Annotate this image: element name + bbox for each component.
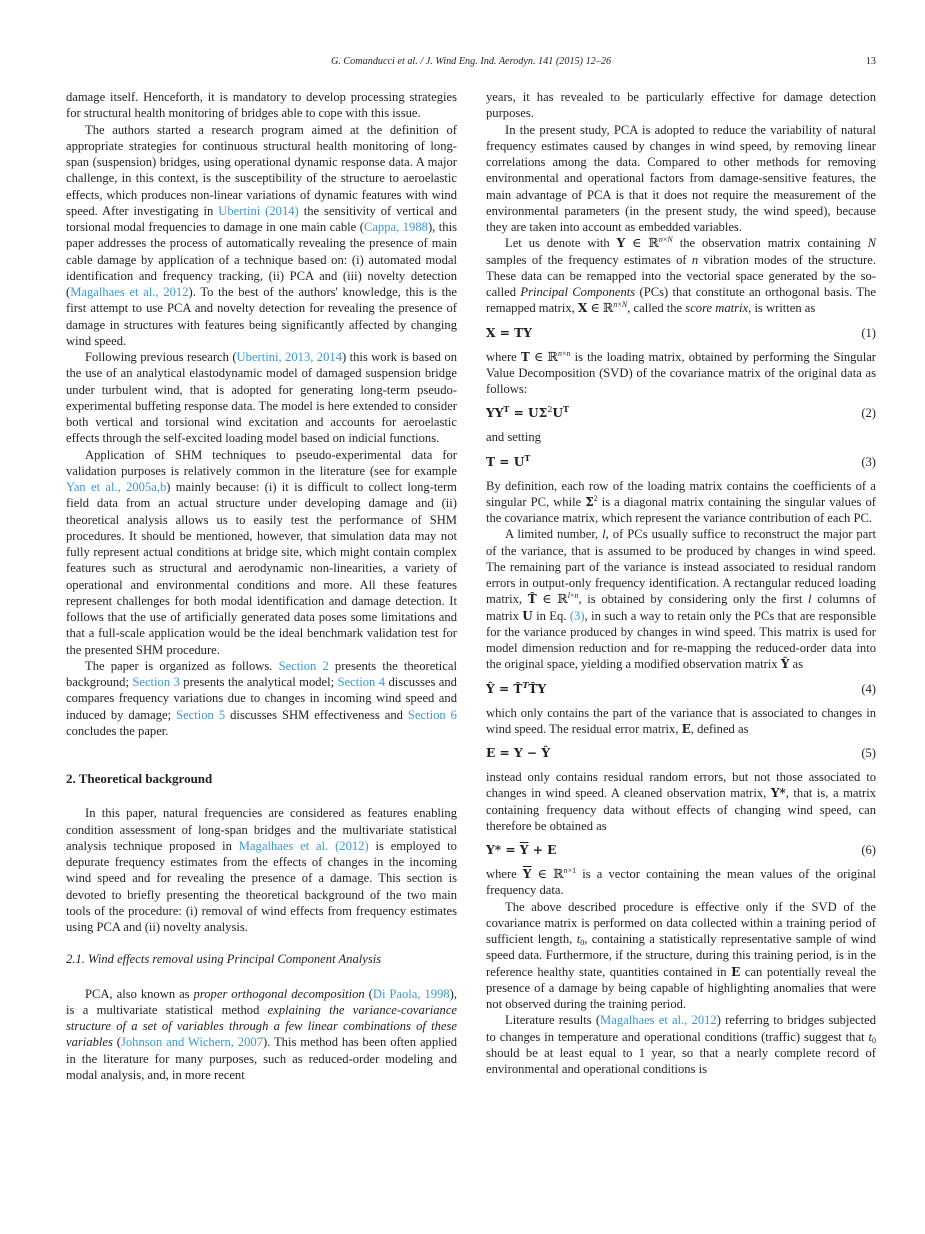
paragraph: Let us denote with Y ∈ ℝ$^{n\times N}$ the observation matrix containing N samples of the frequency estimates of n vibration modes of the structure. These data can be remapped into the vectorial space generated by the so-called Principal Components (PCs) that constitute an orthogonal basis. The remapped matrix, X ∈ ℝ$^{n\times N}$, called the score matrix, is written as [486, 235, 876, 316]
text: in Eq. [532, 608, 570, 623]
text: ), this paper addresses the process of automatically revealing the presence of main cable damage by application of a technique based on: (i) automated modal identification and frequency tracking, (ii) PCA and (iii) novelty detection ( [66, 220, 457, 299]
text: the sensitivity of vertical and torsional modal frequencies to damage in one main cable ( [66, 203, 457, 234]
text: is a diagonal matrix containing the singular values of the covariance matrix, which represent the variance contribution of each PC. [486, 494, 876, 525]
paragraph: which only contains the part of the variance that is associated to changes in wind speed. The residual error matrix, E, defined as [486, 705, 876, 736]
text: presents the analytical model; [179, 675, 338, 689]
citation-link[interactable]: Ubertini (2014) [218, 203, 299, 218]
text: , called the [627, 301, 686, 316]
page-number: 13 [865, 56, 876, 67]
paragraph [486, 866, 876, 899]
left-column [66, 89, 457, 1083]
text: ( [112, 1035, 121, 1050]
text: , is written as [748, 301, 816, 316]
paragraph [66, 805, 457, 935]
text: is employed to depurate frequency estimates from the effects of changes in the incoming wind speed and for revealing the presence of a damage. This section is devoted to briefly presenting the theoretical background of the two main tools of the procedure: (i) removal of wind effects from frequency estimates using PCA and (ii) novelty analysis. [66, 838, 457, 934]
equation-body: $T = U^T$ [486, 452, 531, 469]
text: presents the theoretical background; [66, 658, 457, 689]
text: ). To the best of the authors' knowledge, this is the first attempt to use PCA and novelty detection for revealing the presence of damage in structures with features being significantly affected by changing wind speed. [66, 285, 457, 348]
text: is the loading matrix, obtained by performing the Singular Value Decomposition (SVD) of the covariance matrix of the original data as follows: [486, 349, 876, 396]
text: ) this work is based on the use of an analytical elastodynamic model of damaged suspension bridge under turbulent wind, that is adopted for generating long-term pseudo-experimental buffeting response data. The model is here extended to consider both vertical and torsional wind excitation and accounts for aeroelastic effects through the self-excited loading model based on indicial functions. [66, 350, 457, 446]
equation-link[interactable]: (3) [569, 608, 585, 623]
paragraph: instead only contains residual random errors, but not those associated to changes in wind speed. A cleaned observation matrix, Y*, that is, a matrix containing frequency data without effects of changing wind speed, can therefore be obtained as [486, 770, 876, 833]
paragraph [66, 349, 457, 447]
equation-3 [486, 453, 876, 471]
equation-number: (2) [861, 406, 876, 421]
text: , in such a way to retain only the PCs that are responsible for the variance produced by changes in wind speed. This matrix is used for model dimension reduction and for re-mapping the reduced-order data into the original space, yielding a modified observation matrix [486, 608, 876, 672]
running-head [66, 56, 876, 70]
paragraph: A limited number, l, of PCs usually suffice to reconstruct the major part of the variance, that is assumed to be produced by changes in wind speed. The remaining part of the variance is instead associated to residual random errors in output-only frequency identification. A rectangular reduced loading matrix, T̂ ∈ ℝ$^{l\times n}$, is obtained by considering only the first l columns of matrix U in Eq. (3), in such a way to retain only the PCs that are responsible for the variance produced by changes in wind speed. This matrix is used for model dimension reduction and for re-mapping the reduced-order data into the original space, yielding a modified observation matrix Ŷ as [486, 527, 877, 672]
text: ), is a multivariate statistical method [66, 986, 458, 1017]
italic-text: proper orthogonal decomposition [193, 986, 365, 1001]
text: the observation matrix containing [672, 236, 868, 251]
citation-link[interactable]: Cappa, 1988 [363, 220, 428, 234]
paragraph [66, 89, 457, 122]
text: instead only contains residual random errors, but not those associated to changes in wind speed. A cleaned observation matrix, [486, 770, 876, 801]
equation-number: (1) [861, 325, 876, 340]
equation-number: (3) [861, 454, 876, 469]
paragraph [66, 447, 457, 658]
text: ( [364, 986, 373, 1001]
text: , of PCs usually suffice to reconstruct the major part of the variance, that is assumed to be produced by changes in wind speed. The remaining part of the variance is instead associated to residual random errors in output-only frequency identification. A rectangular reduced loading matrix, [486, 527, 877, 607]
text: In the present study, PCA is adopted to reduce the variability of natural frequency estimates caused by changes in wind speed, by removing linear correlations among the data. Compared to other methods for removing environmental and operational factors from damage-sensitive features, the main advantage of PCA is that it does not require the measurement of the environmental parameters (in the present study, the wind speed), because they are taken into account as embedded variables. [486, 122, 876, 234]
text: In this paper, natural frequencies are considered as features enabling condition assessment of long-span bridges and the multivariate statistical analysis technique proposed in [66, 806, 457, 853]
paragraph [486, 349, 876, 398]
text: which only contains the part of the variance that is associated to changes in wind speed. The residual error matrix, [486, 705, 876, 736]
equation-body: X = TY [486, 325, 532, 340]
text: can potentially reveal the presence of a damage by being capable of highlighting anomalies that were not observed during the training period. [486, 964, 877, 1011]
paragraph [66, 122, 457, 350]
italic-text: score matrix [685, 301, 749, 316]
citation-link[interactable]: Magalhaes et al. (2012) [238, 838, 369, 853]
text: A limited number, [505, 527, 603, 542]
text: columns of matrix [486, 592, 877, 623]
text: (PCs) that constitute an orthogonal basis. The remapped matrix, [486, 285, 876, 316]
italic-text: explaining the variance-covariance structure of a set of variables through a few linear combinations of these variables [66, 1002, 457, 1050]
citation-link[interactable]: Johnson and Wichern, 2007 [120, 1035, 263, 1050]
text: The paper is organized as follows. [85, 658, 279, 673]
journal-citation: G. Comanducci et al. / J. Wind Eng. Ind. Aerodyn. 141 (2015) 12–26 [330, 56, 612, 67]
text: is a vector containing the mean values of the original frequency data. [486, 867, 876, 898]
equation-body: Ŷ = T̂$^T$T̂Y [486, 679, 547, 696]
section-heading: 2. Theoretical background [66, 771, 213, 786]
text: ) mainly because: (i) it is difficult to collect long-term field data from an actual structure under developing damage and (ii) theoretical analysis allows us to easily test the performance of SHM procedures. It should be mentioned, however, that simulation data may not fully represent actual conditions at bridge site, which might contain complex features such as structural and aerodynamic non-linearities, a variety of operational and environmental conditions and more. All these features represent challenges for both modal identification and damage detection. It follows that the use of artificially generated data poses some limitations and that a full-scale application would be the ideal benchmark validation test for the presented SHM procedure. [66, 480, 457, 657]
equation-6 [486, 841, 876, 859]
text: as [789, 657, 804, 672]
math-Y-in-R-nxN: Y ∈ ℝ$^{n\times N}$ [616, 235, 673, 251]
text: where [486, 349, 521, 364]
text: Following previous research ( [85, 350, 237, 364]
math-X-in-R-nxN: X ∈ ℝ$^{n\times N}$ [577, 300, 628, 316]
text: , is obtained by considering only the first [578, 592, 809, 607]
right-column [486, 89, 876, 1077]
paragraph: The above described procedure is effective only if the SVD of the covariance matrix is performed on data collected within a training period of sufficient length, $t_0$, containing a statistically representative sample of wind speed data. Furthermore, if the structure, during this training period, is in the reference healthy state, quantities contained in E can potentially reveal the presence of a damage by being capable of highlighting anomalies that were not observed during the training period. [486, 899, 877, 1011]
section-link[interactable]: Section 2 [278, 658, 329, 673]
text: discusses and compares frequency variations due to changes in incoming wind speed and induced by damage; [66, 675, 457, 722]
math-T-in-R-nxn: T ∈ ℝ$^{n\times n}$ [520, 348, 571, 364]
section-link[interactable]: Section 4 [337, 675, 386, 689]
paragraph [66, 986, 457, 1084]
paragraph [486, 478, 876, 527]
text: vibration modes of the structure. These data can be remapped into the vectorial space generated by the so-called [486, 252, 876, 299]
equation-5 [486, 744, 876, 762]
text: The authors started a research program aimed at the definition of appropriate strategies for continuous structural health monitoring of long-span (suspension) bridges, using operational dynamic response data. A major challenge, in this context, is the susceptibility of the structure to aeroelastic effects, which produces non-linear variations of dynamic features with wind speed. After investigating in [66, 122, 457, 218]
citation-link[interactable]: Di Paola, 1998 [372, 986, 450, 1001]
subsection-heading: 2.1. Wind effects removal using Principal Component Analysis [66, 952, 382, 967]
equation-number: (5) [861, 746, 876, 760]
paragraph [486, 89, 876, 122]
text: years, it has revealed to be particularly effective for damage detection purposes. [486, 90, 876, 121]
math-sigma-squared: $\Sigma^2$ [585, 493, 598, 509]
paragraph [486, 122, 876, 236]
text: , containing a statistically representative sample of wind speed data. Furthermore, if the structure, during this training period, is in the reference healthy state, quantities contained in [486, 932, 876, 979]
text: ). This method has been often applied in the literature for many purposes, such as reduced-order modeling and modal analysis, and, in more recent [66, 1035, 458, 1082]
math-That-in-R-lxn: T̂ ∈ ℝ$^{l\times n}$ [527, 591, 579, 607]
text: PCA, also known as [85, 986, 194, 1001]
equation-body: $YY^T = U\Sigma^2U^T$ [486, 404, 569, 421]
section-link[interactable]: Section 6 [407, 707, 457, 722]
text: discusses SHM effectiveness and [225, 707, 408, 722]
equation-number: (6) [861, 843, 876, 857]
text: samples of the frequency estimates of [486, 252, 692, 267]
equation-4 [486, 680, 876, 698]
text: and setting [486, 430, 541, 445]
text: The above described procedure is effective only if the SVD of the covariance matrix is performed on data collected within a training period of sufficient length, [486, 899, 876, 946]
section-link[interactable]: Section 5 [176, 707, 226, 722]
text: Let us denote with [505, 236, 617, 251]
text: damage itself. Henceforth, it is mandatory to develop processing strategies for structural health monitoring of bridges able to cope with this issue. [66, 90, 457, 121]
text: Application of SHM techniques to pseudo-experimental data for validation purposes is relatively common in the literature (see for example [66, 447, 457, 478]
text: where [486, 867, 523, 881]
text: By definition, each row of the loading matrix contains the coefficients of a singular PC, while [486, 478, 876, 509]
math-Ybar-in-R-nx1: $\overline{Y}$ ∈ ℝ$^{n\times 1}$ [522, 866, 577, 881]
paragraph [66, 658, 457, 739]
text: ) referring to bridges subjected to changes in temperature and operational conditions (traffic) suggest that [486, 1013, 877, 1044]
italic-text: Principal Components [520, 285, 636, 299]
equation-body: $Y* = \overline{Y} + E$ [486, 843, 557, 857]
equation-body: E = Y − Ŷ [486, 746, 551, 760]
citation-link[interactable]: Magalhaes et al., 2012 [70, 285, 189, 299]
paragraph: Literature results (Magalhaes et al., 2012) referring to bridges subjected to changes in temperature and operational conditions (traffic) suggest that $t_0$ should be at least equal to 1 year, so that a nearly complete record of environmental and operational conditions is [486, 1013, 877, 1076]
equation-2 [486, 404, 876, 422]
equation-number: (4) [861, 681, 876, 696]
text: , defined as [690, 721, 749, 736]
text: Literature results ( [505, 1013, 601, 1028]
text: , that is, a matrix containing frequency data without effects of changing wind speed, can therefore be obtained as [486, 786, 876, 833]
equation-1 [486, 324, 876, 342]
text: concludes the paper. [66, 723, 169, 738]
text: should be at least equal to 1 year, so that a nearly complete record of environmental and operational conditions is [486, 1045, 876, 1076]
section-link[interactable]: Section 3 [132, 675, 180, 689]
paragraph [486, 429, 876, 445]
citation-link[interactable]: Ubertini, 2013, 2014 [236, 350, 342, 364]
citation-link[interactable]: Magalhaes et al., 2012 [600, 1013, 717, 1028]
citation-link[interactable]: Yan et al., 2005a,b [66, 480, 167, 494]
